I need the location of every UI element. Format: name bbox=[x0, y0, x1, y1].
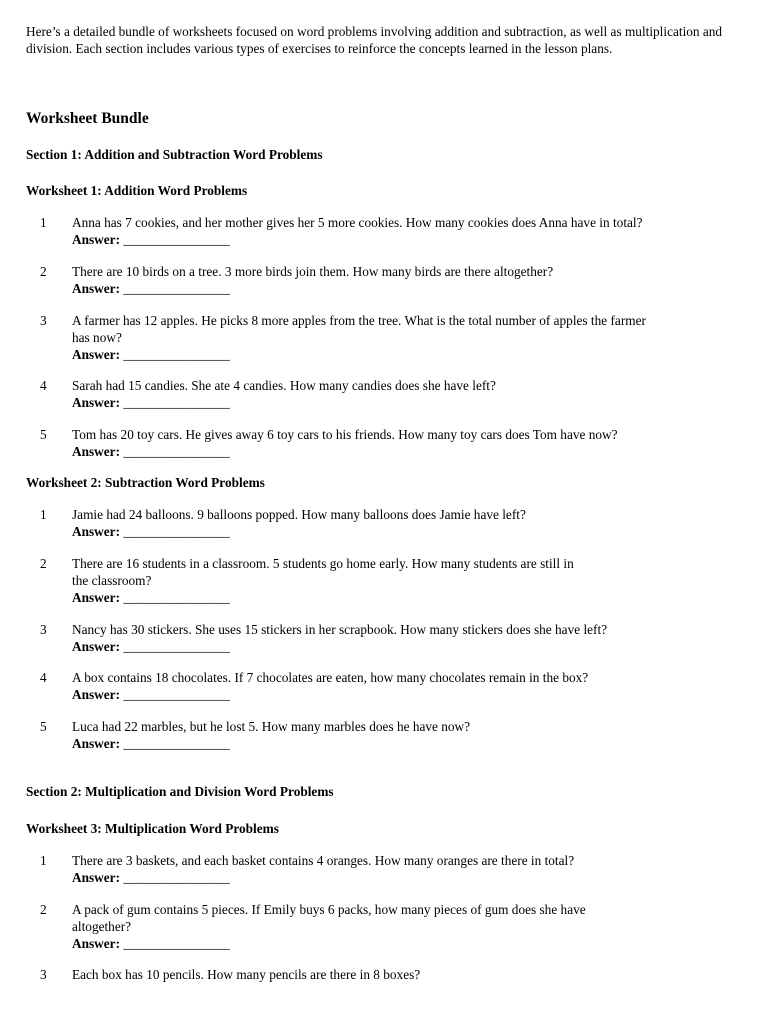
answer-blank[interactable]: ________________ bbox=[123, 590, 230, 605]
question-text: Nancy has 30 stickers. She uses 15 stickers in her scrapbook. How many stickers does she have left? bbox=[72, 622, 608, 637]
answer-blank[interactable]: ________________ bbox=[123, 281, 230, 296]
answer-row bbox=[72, 346, 646, 363]
answer-label: Answer: bbox=[72, 395, 121, 410]
page-title: Worksheet Bundle bbox=[26, 110, 149, 127]
answer-blank[interactable]: ________________ bbox=[123, 736, 230, 751]
answer-blank[interactable]: ________________ bbox=[123, 395, 230, 410]
answer-row bbox=[72, 589, 574, 606]
answer-blank[interactable]: ________________ bbox=[123, 444, 230, 459]
answer-label: Answer: bbox=[72, 639, 121, 654]
worksheet-2-heading: Worksheet 2: Subtraction Word Problems bbox=[26, 475, 265, 490]
question-number: 2 bbox=[40, 902, 47, 917]
answer-label: Answer: bbox=[72, 936, 121, 951]
answer-row bbox=[72, 638, 607, 655]
answer-row bbox=[72, 735, 470, 752]
answer-blank[interactable]: ________________ bbox=[123, 524, 230, 539]
answer-row bbox=[72, 686, 588, 703]
answer-blank[interactable]: ________________ bbox=[123, 870, 230, 885]
question-text: Sarah had 15 candies. She ate 4 candies. How many candies does she have left? bbox=[72, 378, 496, 393]
question-text: A farmer has 12 apples. He picks 8 more apples from the tree. What is the total number of apples the farmer bbox=[72, 313, 646, 328]
question-number: 3 bbox=[40, 622, 47, 637]
answer-label: Answer: bbox=[72, 590, 121, 605]
intro-paragraph: Here’s a detailed bundle of worksheets focused on word problems involving addition and subtraction, as well as multiplication and division. Each section includes various types of exercises to reinforce the concepts learned in the lesson plans. bbox=[26, 24, 723, 56]
question-number: 3 bbox=[40, 967, 47, 982]
section-2-heading: Section 2: Multiplication and Division Word Problems bbox=[26, 784, 334, 799]
question-text: A box contains 18 chocolates. If 7 chocolates are eaten, how many chocolates remain in the box? bbox=[72, 670, 589, 685]
worksheet-1-heading: Worksheet 1: Addition Word Problems bbox=[26, 183, 248, 198]
answer-label: Answer: bbox=[72, 444, 121, 459]
question-number: 1 bbox=[40, 507, 47, 522]
answer-blank[interactable]: ________________ bbox=[123, 347, 230, 362]
answer-blank[interactable]: ________________ bbox=[123, 687, 230, 702]
answer-row bbox=[72, 523, 526, 540]
answer-label: Answer: bbox=[72, 347, 121, 362]
question-text-continued: has now? bbox=[72, 330, 122, 345]
question-text: There are 16 students in a classroom. 5 students go home early. How many students are still in bbox=[72, 556, 574, 571]
answer-blank[interactable]: ________________ bbox=[123, 639, 230, 654]
question-number: 1 bbox=[40, 853, 47, 868]
answer-row bbox=[72, 935, 586, 952]
question-text: A pack of gum contains 5 pieces. If Emily buys 6 packs, how many pieces of gum does she have bbox=[72, 902, 586, 917]
question-number: 5 bbox=[40, 719, 47, 734]
worksheet-3-heading: Worksheet 3: Multiplication Word Problems bbox=[26, 821, 279, 836]
answer-row bbox=[72, 869, 574, 886]
question-text: Luca had 22 marbles, but he lost 5. How many marbles does he have now? bbox=[72, 719, 471, 734]
question-text: Tom has 20 toy cars. He gives away 6 toy cars to his friends. How many toy cars does Tom have now? bbox=[72, 427, 618, 442]
question-text: There are 10 birds on a tree. 3 more birds join them. How many birds are there altogether? bbox=[72, 264, 554, 279]
question-number: 2 bbox=[40, 264, 47, 279]
answer-label: Answer: bbox=[72, 281, 121, 296]
answer-label: Answer: bbox=[72, 524, 121, 539]
answer-row bbox=[72, 394, 496, 411]
answer-row bbox=[72, 231, 643, 248]
question-number: 1 bbox=[40, 215, 47, 230]
question-text: Each box has 10 pencils. How many pencils are there in 8 boxes? bbox=[72, 967, 421, 982]
answer-row bbox=[72, 443, 618, 460]
answer-label: Answer: bbox=[72, 232, 121, 247]
answer-row bbox=[72, 280, 553, 297]
section-1-heading: Section 1: Addition and Subtraction Word Problems bbox=[26, 147, 323, 162]
question-text: Jamie had 24 balloons. 9 balloons popped. How many balloons does Jamie have left? bbox=[72, 507, 526, 522]
answer-label: Answer: bbox=[72, 870, 121, 885]
question-number: 4 bbox=[40, 378, 47, 393]
answer-label: Answer: bbox=[72, 687, 121, 702]
answer-blank[interactable]: ________________ bbox=[123, 936, 230, 951]
question-number: 2 bbox=[40, 556, 47, 571]
question-text: There are 3 baskets, and each basket contains 4 oranges. How many oranges are there in total? bbox=[72, 853, 575, 868]
question-text-continued: the classroom? bbox=[72, 573, 152, 588]
answer-label: Answer: bbox=[72, 736, 121, 751]
answer-blank[interactable]: ________________ bbox=[123, 232, 230, 247]
question-number: 5 bbox=[40, 427, 47, 442]
question-number: 4 bbox=[40, 670, 47, 685]
question-text: Anna has 7 cookies, and her mother gives her 5 more cookies. How many cookies does Anna have in total? bbox=[72, 215, 643, 230]
question-number: 3 bbox=[40, 313, 47, 328]
question-text-continued: altogether? bbox=[72, 919, 132, 934]
